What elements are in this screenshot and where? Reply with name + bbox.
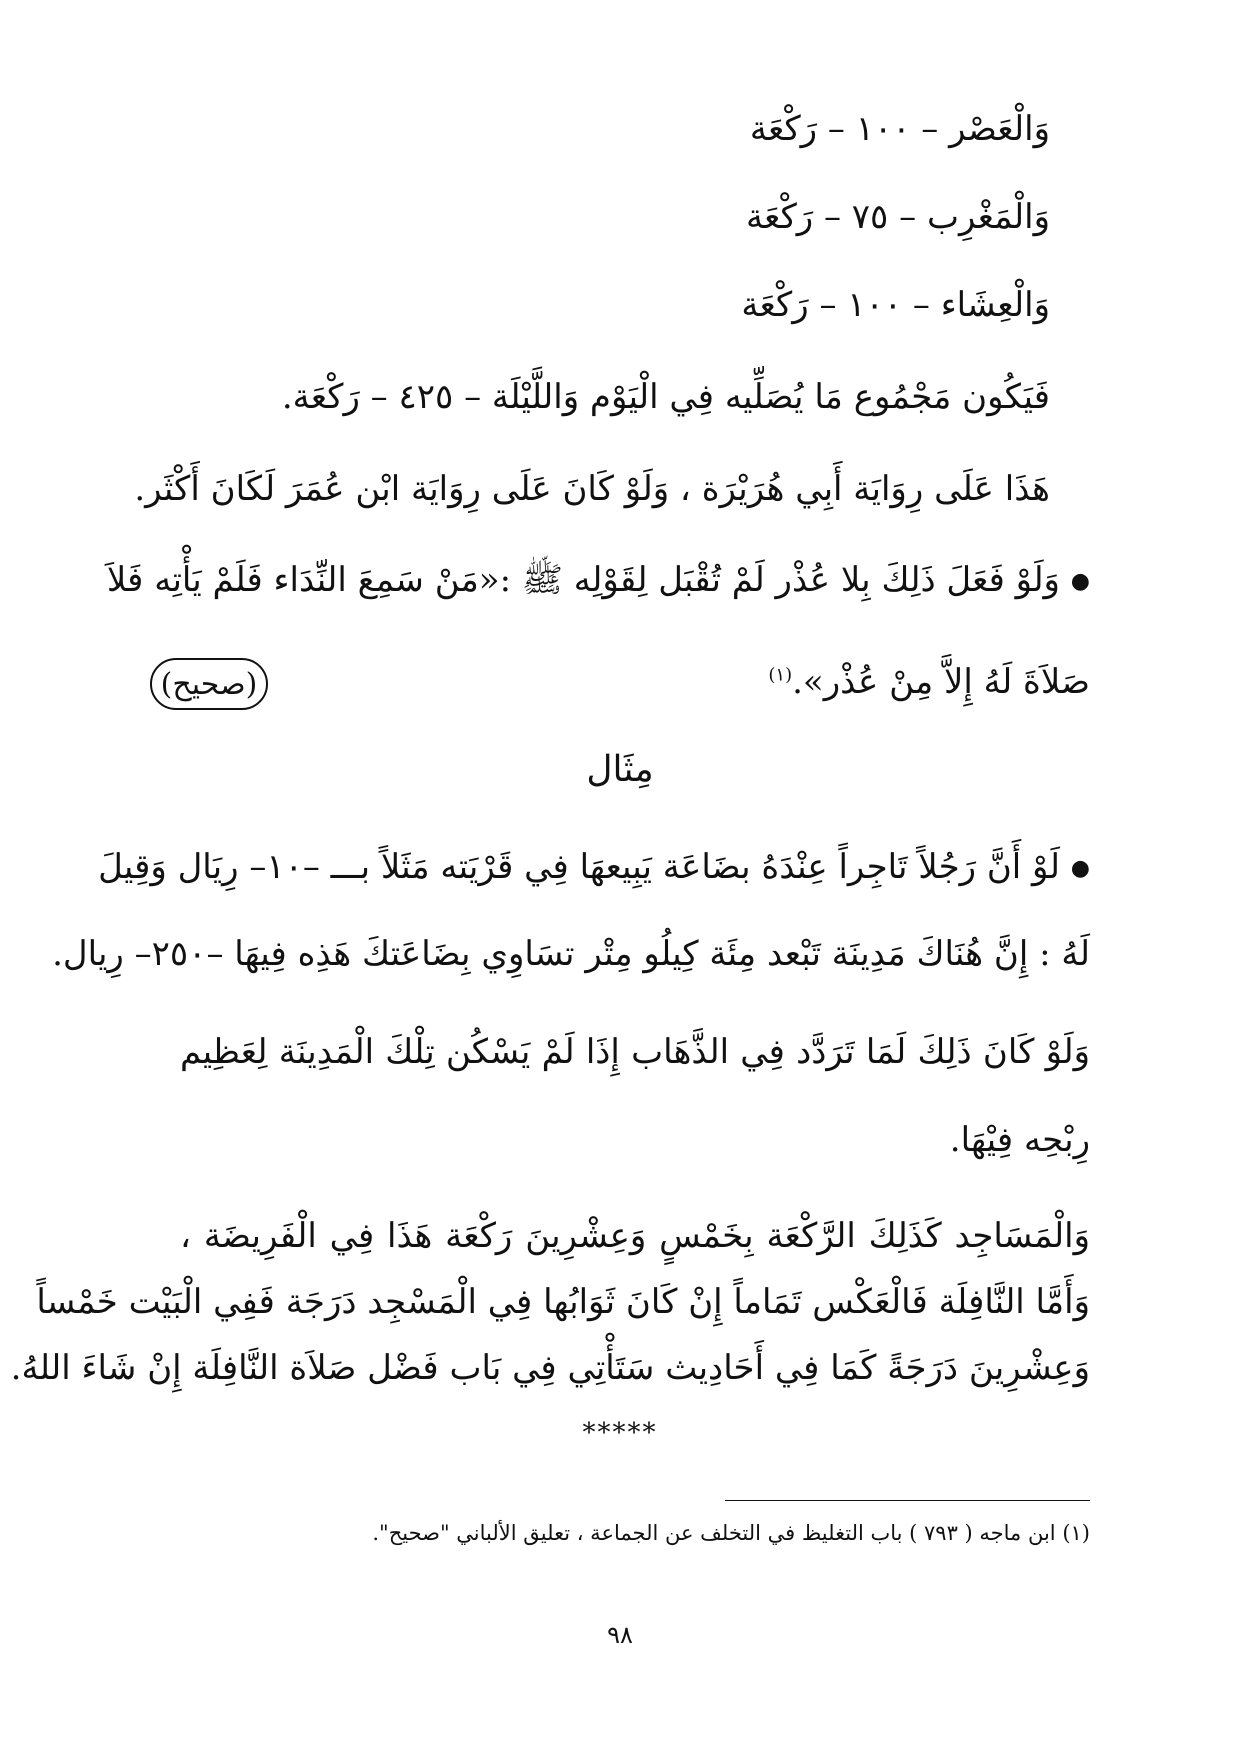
footnote-text: (١) ابن ماجه ( ٧٩٣ ) باب التغليظ في التخلف عن الجماعة ، تعليق الألباني "صحيح". [372,1521,1090,1545]
hadith-line-1 [106,558,1090,604]
hesitation-line-2: رِبْحِه فِيْهَا. [949,1120,1090,1160]
hadith-line-2 [768,660,1090,704]
mosque-line-2: وَأَمَّا النَّافِلَة فَالْعَكْس تَمَاماً إِنْ كَانَ ثَوَابُها فِي الْمَسْجِد دَرَجَة فَفِي الْبَيْت خَمْساً [36,1282,1090,1322]
section-separator: ***** [582,1418,658,1448]
example-line-1 [98,845,1090,891]
grade-badge: (صحيح) [150,658,268,710]
mosque-line-3: وَعِشْرِينَ دَرَجَةً كَمَا فِي أَحَادِيث سَتَأْتِي فِي بَاب فَضْل صَلاَة النَّافِلَة إِنْ شَاءَ اللهُ. [10,1348,1090,1388]
bullet-icon: ● [1070,569,1090,594]
hadith-text-1: وَلَوْ فَعَلَ ذَلِكَ بِلا عُذْر لَمْ تُقْبَل لِقَوْلِه ﷺ :«مَنْ سَمِعَ النِّدَاء فَلَمْ يَأْتِه فَلاَ [106,560,1060,600]
footnote-divider [725,1500,1090,1501]
total-line: فَيَكُون مَجْمُوع مَا يُصَلِّيه فِي الْيَوْم وَاللَّيْلَة – ٤٢٥ – رَكْعَة. [281,377,1050,417]
hadith-text-2: صَلاَةَ لَهُ إِلاَّ مِنْ عُذْر». [792,662,1090,702]
example-heading: مِثَال [586,749,654,790]
footnote-marker: (١) [768,664,793,686]
narration-line: هَذَا عَلَى رِوَايَة أَبِي هُرَيْرَة ، وَلَوْ كَانَ عَلَى رِوَايَة ابْن عُمَرَ لَكَانَ أَكْثَر. [134,469,1050,509]
mosque-line-1: وَالْمَسَاجِد كَذَلِكَ الرَّكْعَة بِخَمْسٍ وَعِشْرِينَ رَكْعَة هَذَا فِي الْفَرِيضَة ، [180,1216,1090,1256]
rakat-isha: وَالْعِشَاء – ١٠٠ – رَكْعَة [741,285,1050,325]
rakat-maghrib: وَالْمَغْرِب – ٧٥ – رَكْعَة [745,197,1050,237]
example-text-1: لَوْ أَنَّ رَجُلاً تَاجِراً عِنْدَهُ بضَاعَة يَبِيعهَا فِي قَرْيَته مَثَلاً بـــ –١٠– رِيَال وَقِيلَ [98,847,1060,887]
bullet-icon: ● [1070,856,1090,881]
page-number: ٩٨ [607,1621,633,1649]
hesitation-line-1: وَلَوْ كَانَ ذَلِكَ لَمَا تَرَدَّد فِي الذَّهَاب إِذَا لَمْ يَسْكُن تِلْكَ الْمَدِينَة لِعَظِيم [180,1032,1090,1072]
rakat-asr: وَالْعَصْر – ١٠٠ – رَكْعَة [749,109,1050,149]
example-line-2: لَهُ : إِنَّ هُنَاكَ مَدِينَة تَبْعد مِئَة كِيلُو مِتْر تسَاوِي بِضَاعَتكَ هَذِه فِيهَا –٢٥٠– رِيال. [52,934,1090,974]
